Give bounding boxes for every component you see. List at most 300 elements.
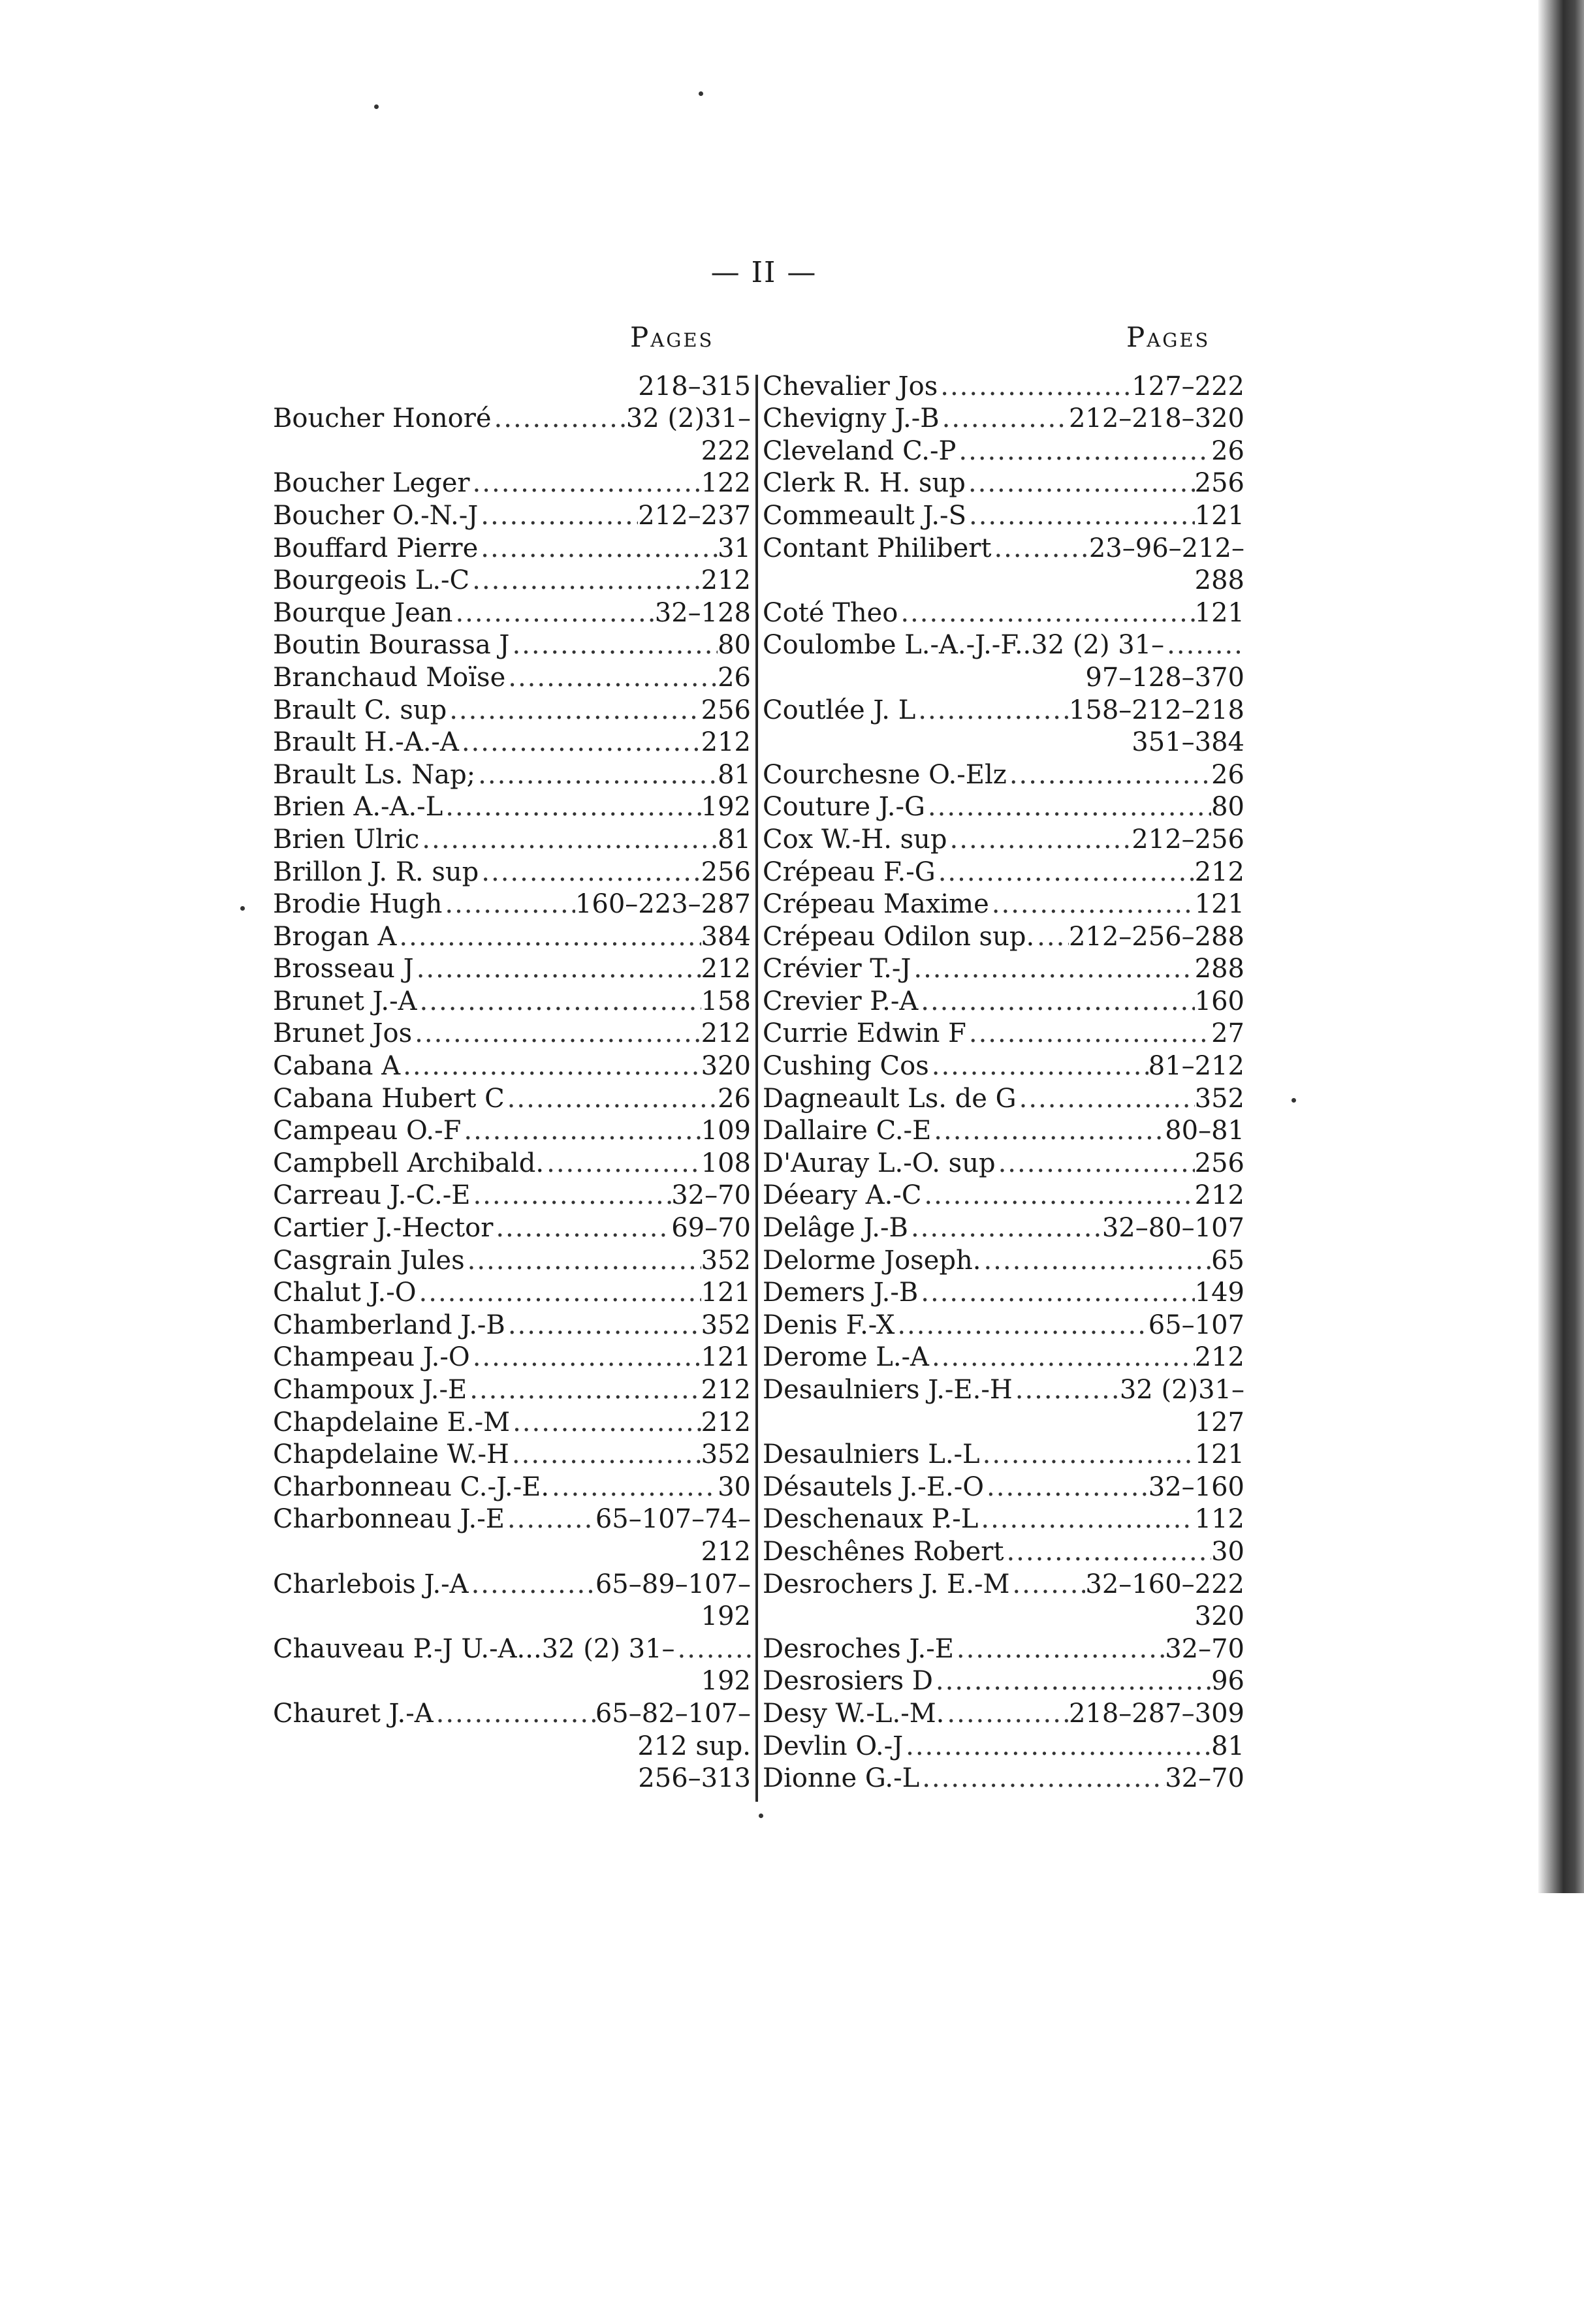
entry-name: Desroches J.-E	[763, 1633, 954, 1664]
leader-dots	[925, 791, 1211, 823]
entry-name: Derome L.-A	[763, 1342, 929, 1373]
entry-pages: 65–82–107–	[595, 1698, 751, 1729]
entry-pages: 222	[701, 435, 751, 466]
entry-name: Deschênes Robert	[763, 1536, 1004, 1567]
entry-name: Desrochers J. E.-M	[763, 1569, 1010, 1599]
entry-name: Courchesne O.-Elz	[763, 759, 1007, 790]
index-entry	[763, 369, 1244, 402]
entry-name: Champoux J.-E	[273, 1375, 467, 1405]
index-entry	[763, 629, 1244, 661]
leader-dots	[443, 791, 701, 823]
index-entry	[273, 369, 751, 402]
entry-pages: 121	[701, 1278, 751, 1308]
leader-dots	[1034, 921, 1069, 952]
leader-dots	[921, 1180, 1194, 1211]
index-entry	[763, 888, 1244, 920]
entry-name: Dallaire C.-E	[763, 1116, 932, 1146]
leader-dots	[966, 1018, 1211, 1049]
entry-pages: 121	[1194, 889, 1244, 920]
entry-name: Boucher Leger	[273, 468, 470, 499]
leader-dots	[400, 1050, 701, 1082]
leader-dots	[492, 403, 626, 434]
leader-dots	[1013, 1374, 1120, 1405]
entry-name: Chalut J.-O	[273, 1278, 417, 1308]
leader-dots	[944, 1698, 1069, 1729]
entry-name: Denis F.-X	[763, 1310, 895, 1340]
entry-pages: 212	[701, 1375, 751, 1405]
index-entry	[763, 661, 1244, 693]
entry-name: Brault H.-A.-A	[273, 727, 459, 758]
scan-speck	[1291, 1098, 1296, 1103]
entry-name: Devlin O.-J	[763, 1731, 904, 1761]
leader-dots	[1004, 1536, 1211, 1567]
leader-dots	[505, 1310, 701, 1341]
scan-speck	[699, 91, 703, 96]
leader-dots	[933, 1665, 1211, 1697]
index-entry	[273, 596, 751, 629]
leader-dots	[996, 1148, 1195, 1179]
index-entry	[763, 1535, 1244, 1567]
index-entry	[763, 1567, 1244, 1600]
leader-dots	[493, 1212, 671, 1244]
entry-name: Cartier J.-Hector	[273, 1213, 494, 1244]
entry-pages: 96	[1211, 1666, 1244, 1697]
leader-dots	[505, 1083, 718, 1114]
entry-name: Charbonneau J.-E	[273, 1504, 505, 1535]
entry-name: Cox W.-H. sup	[763, 824, 947, 855]
index-entry	[763, 1179, 1244, 1212]
leader-dots	[505, 662, 718, 693]
entry-pages: 218–315	[638, 371, 751, 401]
index-entry	[763, 1017, 1244, 1050]
entry-pages: 30	[1211, 1536, 1244, 1567]
leader-dots	[918, 986, 1194, 1017]
leader-dots	[461, 1115, 701, 1146]
entry-name: Désautels J.-E.-O	[763, 1471, 985, 1502]
entry-pages: 256	[1194, 1148, 1244, 1178]
index-entry	[273, 1244, 751, 1276]
leader-dots	[452, 597, 654, 629]
leader-dots	[465, 1245, 701, 1276]
index-entry	[763, 1114, 1244, 1147]
entry-name: Crépeau Maxime	[763, 889, 989, 920]
entry-name: Charlebois J.-A	[273, 1569, 469, 1599]
entry-pages: 158–212–218	[1068, 695, 1244, 725]
index-entry	[273, 1373, 751, 1405]
entry-name: Chauret J.-A	[273, 1698, 434, 1729]
index-entry	[763, 855, 1244, 888]
entry-pages: 212	[701, 565, 751, 596]
index-entry	[273, 1567, 751, 1600]
index-entry	[763, 1405, 1244, 1438]
index-entry	[763, 1244, 1244, 1276]
entry-name: Bouffard Pierre	[273, 533, 479, 563]
entry-name: Brunet J.-A	[273, 986, 417, 1016]
entry-pages: 212–237	[638, 500, 751, 531]
index-entry	[763, 758, 1244, 791]
entry-pages: 212 sup.	[637, 1731, 751, 1761]
index-entry	[763, 920, 1244, 952]
right-pages-header: Pages	[1126, 321, 1211, 353]
index-entry	[273, 1665, 751, 1697]
entry-pages: 160–223–287	[575, 889, 751, 920]
index-entry	[763, 1308, 1244, 1341]
leader-dots	[898, 597, 1194, 629]
entry-pages: 32 (2)31–	[1119, 1375, 1244, 1405]
index-entry	[763, 1503, 1244, 1535]
right-index-column	[763, 369, 1244, 1794]
entry-name: Coutlée J. L	[763, 695, 916, 725]
index-entry	[763, 1341, 1244, 1374]
entry-pages: 81	[718, 824, 751, 855]
entry-name: Crévier T.-J	[763, 954, 911, 984]
entry-name: Desrosiers D	[763, 1666, 933, 1697]
entry-name: Deschenaux P.-L	[763, 1504, 979, 1535]
entry-pages: 158	[701, 986, 751, 1016]
entry-name: Brault C. sup	[273, 695, 447, 725]
entry-name: Desaulniers L.-L	[763, 1439, 980, 1470]
entry-name: Casgrain Jules	[273, 1245, 465, 1276]
leader-dots	[980, 1439, 1195, 1470]
leader-dots	[978, 1503, 1194, 1535]
entry-name: Chauveau P.-J U.-A...32 (2) 31–	[273, 1633, 675, 1664]
index-entry	[273, 920, 751, 952]
entry-pages: 288	[1194, 565, 1244, 596]
entry-pages: 127–222	[1132, 371, 1244, 401]
entry-pages: 352	[701, 1245, 751, 1276]
index-entry	[273, 629, 751, 661]
index-entry	[273, 499, 751, 531]
entry-pages: 32–160	[1148, 1471, 1244, 1502]
index-entry	[763, 693, 1244, 726]
leader-dots	[510, 1407, 701, 1438]
index-entry	[763, 1665, 1244, 1697]
leader-dots	[419, 824, 718, 855]
leader-dots	[919, 1763, 1165, 1794]
entry-name: Campeau O.-F	[273, 1116, 462, 1146]
entry-pages: 121	[1194, 500, 1244, 531]
scan-edge-strip	[1538, 0, 1584, 1893]
entry-name: Chevalier Jos	[763, 371, 938, 401]
leader-dots	[915, 695, 1069, 726]
entry-pages: 81	[1211, 1731, 1244, 1761]
leader-dots	[1007, 759, 1211, 791]
index-entry	[273, 1308, 751, 1341]
entry-name: Currie Edwin F	[763, 1018, 966, 1049]
index-entry	[763, 726, 1244, 759]
index-entry	[273, 531, 751, 564]
index-entry	[273, 1276, 751, 1309]
entry-name: Brillon J. R. sup	[273, 856, 479, 887]
leader-dots	[966, 467, 1195, 499]
leader-dots	[549, 1471, 718, 1503]
index-entry	[273, 1503, 751, 1535]
index-entry	[763, 1729, 1244, 1762]
entry-pages: 212	[1194, 1342, 1244, 1373]
leader-dots	[918, 1277, 1194, 1308]
entry-name: Crevier P.-A	[763, 986, 919, 1016]
entry-name: Desy W.-L.-M.	[763, 1698, 945, 1729]
index-entry	[273, 855, 751, 888]
index-entry	[763, 1697, 1244, 1729]
entry-name: Coulombe L.-A.-J.-F..32 (2) 31–	[763, 630, 1165, 661]
entry-name: Campbell Archibald.	[273, 1148, 545, 1178]
entry-pages: 256–313	[638, 1763, 751, 1794]
entry-pages: 31	[718, 533, 751, 563]
leader-dots	[396, 921, 701, 952]
entry-name: Boucher O.-N.-J	[273, 500, 479, 531]
index-entry	[273, 1114, 751, 1147]
index-entry	[763, 434, 1244, 467]
entry-pages: 320	[701, 1051, 751, 1082]
index-entry	[273, 434, 751, 467]
leader-dots	[434, 1698, 595, 1729]
column-divider	[755, 375, 758, 1802]
entry-name: Coté Theo	[763, 597, 898, 628]
entry-pages: 212–256	[1132, 824, 1244, 855]
index-entry	[763, 1438, 1244, 1471]
entry-name: Champeau J.-O	[273, 1342, 470, 1373]
leader-dots	[936, 856, 1195, 888]
leader-dots	[470, 467, 701, 499]
entry-name: Cabana Hubert C	[273, 1083, 505, 1114]
entry-pages: 32–70	[1165, 1763, 1244, 1794]
entry-name: Couture J.-G	[763, 792, 925, 823]
entry-name: Bourque Jean	[273, 597, 453, 628]
entry-name: Demers J.-B	[763, 1278, 919, 1308]
entry-pages: 26	[1211, 435, 1244, 466]
index-entry	[273, 693, 751, 726]
index-entry	[273, 1179, 751, 1212]
index-entry	[763, 1373, 1244, 1405]
entry-name: Dagneault Ls. de G	[763, 1083, 1017, 1114]
entry-pages: 212–218–320	[1068, 403, 1244, 434]
leader-dots	[908, 1212, 1102, 1244]
left-index-column	[273, 369, 751, 1794]
entry-pages: 32–80–107	[1101, 1213, 1244, 1244]
entry-pages: 112	[1194, 1504, 1244, 1535]
index-entry	[273, 726, 751, 759]
entry-name: Chevigny J.-B	[763, 403, 940, 434]
entry-name: Chapdelaine E.-M	[273, 1407, 511, 1437]
entry-name: Branchaud Moïse	[273, 662, 506, 693]
leader-dots	[505, 1503, 595, 1535]
leader-dots	[1164, 629, 1244, 661]
index-entry	[763, 1470, 1244, 1503]
entry-name: Boutin Bourassa J	[273, 630, 510, 661]
entry-pages: 288	[1194, 954, 1244, 984]
leader-dots	[981, 1245, 1211, 1276]
entry-name: Brogan A	[273, 921, 397, 952]
leader-dots	[470, 1180, 671, 1211]
leader-dots	[417, 1277, 701, 1308]
leader-dots	[940, 403, 1069, 434]
entry-pages: 32–128	[654, 597, 751, 628]
index-entry	[763, 467, 1244, 499]
entry-pages: 212	[1194, 1180, 1244, 1211]
leader-dots	[459, 727, 701, 758]
leader-dots	[447, 695, 701, 726]
entry-name: Carreau J.-C.-E	[273, 1180, 471, 1211]
entry-pages: 218–287–309	[1068, 1698, 1244, 1729]
entry-pages: 26	[718, 662, 751, 693]
index-entry	[273, 1697, 751, 1729]
left-pages-header: Pages	[630, 321, 714, 353]
index-entry	[273, 1405, 751, 1438]
index-entry	[273, 1535, 751, 1567]
entry-pages: 65	[1211, 1245, 1244, 1276]
index-entry	[273, 952, 751, 985]
entry-pages: 69–70	[671, 1213, 751, 1244]
entry-pages: 81	[718, 759, 751, 790]
leader-dots	[442, 888, 575, 920]
leader-dots	[956, 435, 1211, 467]
entry-pages: 27	[1211, 1018, 1244, 1049]
leader-dots	[1017, 1083, 1195, 1114]
entry-pages: 352	[701, 1439, 751, 1470]
leader-dots	[984, 1471, 1148, 1503]
entry-pages: 352	[1194, 1083, 1244, 1114]
entry-name: Crépeau F.-G	[763, 856, 936, 887]
index-entry	[763, 1211, 1244, 1244]
entry-name: Cabana A	[273, 1051, 401, 1082]
leader-dots	[417, 986, 701, 1017]
index-entry	[273, 1729, 751, 1762]
entry-name: Brien A.-A.-L	[273, 792, 443, 823]
leader-dots	[675, 1633, 751, 1665]
entry-name: Brault Ls. Nap;	[273, 759, 476, 790]
leader-dots	[478, 500, 638, 531]
index-entry	[273, 1017, 751, 1050]
leader-dots	[544, 1148, 701, 1179]
leader-dots	[469, 565, 701, 596]
index-entry	[273, 1049, 751, 1082]
entry-name: Charbonneau C.-J.-E.	[273, 1471, 550, 1502]
entry-pages: 65–89–107–	[595, 1569, 751, 1599]
leader-dots	[929, 1050, 1148, 1082]
leader-dots	[470, 1342, 701, 1373]
index-entry	[273, 1438, 751, 1471]
index-entry	[273, 1762, 751, 1795]
entry-pages: 127	[1194, 1407, 1244, 1437]
entry-pages: 108	[701, 1148, 751, 1178]
scan-speck	[240, 906, 245, 911]
entry-pages: 109	[701, 1116, 751, 1146]
entry-name: Delorme Joseph.	[763, 1245, 981, 1276]
entry-pages: 81–212	[1148, 1051, 1244, 1082]
index-entry	[763, 531, 1244, 564]
entry-name: Déeary A.-C	[763, 1180, 922, 1211]
index-entry	[273, 791, 751, 823]
entry-pages: 32 (2)31–	[626, 403, 751, 434]
index-entry	[763, 499, 1244, 531]
scan-speck	[374, 104, 379, 109]
leader-dots	[469, 1569, 595, 1600]
entry-pages: 65–107–74–	[595, 1504, 751, 1535]
index-entry	[273, 564, 751, 597]
entry-name: Bourgeois L.-C	[273, 565, 470, 596]
entry-pages: 212	[701, 1536, 751, 1567]
leader-dots	[931, 1115, 1165, 1146]
entry-name: Chapdelaine W.-H	[273, 1439, 509, 1470]
entry-name: Crépeau Odilon sup.	[763, 921, 1035, 952]
index-entry	[763, 402, 1244, 435]
entry-pages: 32–70	[671, 1180, 751, 1211]
entry-name: Brodie Hugh	[273, 889, 443, 920]
entry-name: Delâge J.-B	[763, 1213, 908, 1244]
index-entry	[763, 1049, 1244, 1082]
index-entry	[273, 1146, 751, 1179]
entry-pages: 384	[701, 921, 751, 952]
entry-name: D'Auray L.-O. sup	[763, 1148, 996, 1178]
leader-dots	[911, 953, 1194, 984]
index-entry	[273, 1600, 751, 1633]
leader-dots	[938, 371, 1132, 402]
entry-pages: 192	[701, 792, 751, 823]
index-entry	[273, 888, 751, 920]
leader-dots	[991, 533, 1088, 564]
index-entry	[763, 1146, 1244, 1179]
leader-dots	[966, 500, 1195, 531]
index-entry	[763, 791, 1244, 823]
leader-dots	[954, 1633, 1165, 1665]
entry-pages: 212	[1194, 856, 1244, 887]
entry-pages: 32–160–222	[1085, 1569, 1244, 1599]
leader-dots	[475, 759, 718, 791]
index-entry	[273, 402, 751, 435]
index-entry	[273, 661, 751, 693]
entry-pages: 212	[701, 1018, 751, 1049]
entry-pages: 32–70	[1165, 1633, 1244, 1664]
index-entry	[273, 984, 751, 1017]
entry-name: Desaulniers J.-E.-H	[763, 1375, 1013, 1405]
leader-dots	[929, 1342, 1195, 1373]
leader-dots	[947, 824, 1132, 855]
entry-pages: 121	[701, 1342, 751, 1373]
leader-dots	[509, 1439, 701, 1470]
entry-name: Brien Ulric	[273, 824, 420, 855]
entry-pages: 149	[1194, 1278, 1244, 1308]
index-entry	[763, 1276, 1244, 1309]
entry-name: Brunet Jos	[273, 1018, 413, 1049]
entry-pages: 320	[1194, 1601, 1244, 1632]
entry-pages: 65–107	[1148, 1310, 1244, 1340]
leader-dots	[903, 1731, 1211, 1762]
index-entry	[273, 758, 751, 791]
index-entry	[273, 1341, 751, 1374]
entry-pages: 212	[701, 954, 751, 984]
entry-name: Dionne G.-L	[763, 1763, 920, 1794]
index-entry	[763, 952, 1244, 985]
entry-name: Cleveland C.-P	[763, 435, 957, 466]
entry-name: Chamberland J.-B	[273, 1310, 505, 1340]
entry-pages: 121	[1194, 1439, 1244, 1470]
index-entry	[273, 1082, 751, 1114]
entry-pages: 256	[701, 856, 751, 887]
entry-name: Brosseau J	[273, 954, 414, 984]
index-entry	[273, 823, 751, 855]
leader-dots	[412, 1018, 701, 1049]
index-entry	[763, 1762, 1244, 1795]
entry-pages: 352	[701, 1310, 751, 1340]
leader-dots	[414, 953, 701, 984]
index-entry	[763, 984, 1244, 1017]
entry-pages: 80	[1211, 792, 1244, 823]
entry-pages: 351–384	[1132, 727, 1244, 758]
entry-name: Contant Philibert	[763, 533, 992, 563]
entry-pages: 30	[718, 1471, 751, 1502]
entry-pages: 97–128–370	[1085, 662, 1244, 693]
